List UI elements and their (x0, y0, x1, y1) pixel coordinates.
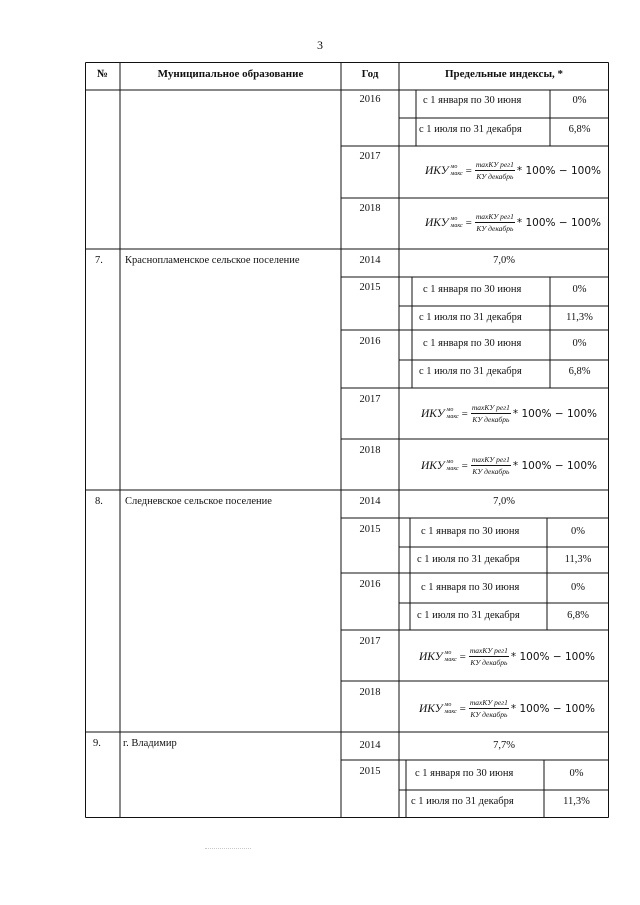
formula-sub-top: мо (450, 215, 458, 222)
formula (425, 160, 601, 181)
row-number: 7. (95, 255, 103, 266)
year-cell: 2016 (359, 336, 381, 347)
index-value: 0% (571, 526, 585, 537)
scan-mark (205, 838, 251, 849)
row-number: 8. (95, 496, 103, 507)
year-cell: 2014 (359, 496, 381, 507)
year-cell: 2017 (359, 636, 381, 647)
period-label: с 1 января по 30 июня (423, 95, 522, 106)
formula-sub-top: мо (444, 649, 452, 656)
formula-tail: * 100% − 100% (516, 216, 601, 229)
header-municipality: Муниципальное образование (157, 68, 304, 80)
index-value: 7,7% (493, 740, 515, 751)
formula-tail: * 100% − 100% (510, 650, 595, 663)
formula-sub-bottom: макс (444, 656, 457, 663)
year-cell: 2016 (359, 94, 381, 105)
formula-numerator: maxКУ рег1 (469, 698, 508, 707)
formula-lhs: ИКУ (419, 650, 443, 663)
period-label: с 1 июля по 31 декабря (419, 124, 522, 135)
formula-sub-bottom: макс (446, 413, 459, 420)
formula-numerator: maxКУ рег1 (471, 403, 510, 412)
index-value: 0% (572, 95, 587, 106)
formula-numerator: maxКУ рег1 (475, 212, 514, 221)
formula-sub-top: мо (446, 458, 454, 465)
formula-lhs: ИКУ (421, 407, 445, 420)
formula-sub-top: мо (450, 163, 458, 170)
formula-eq: = (465, 216, 472, 229)
formula-denominator: КУ декабрь (470, 710, 508, 719)
formula-tail: * 100% − 100% (510, 702, 595, 715)
page-number: 3 (317, 38, 323, 52)
period-label: с 1 июля по 31 декабря (419, 366, 522, 377)
formula-tail: * 100% − 100% (512, 407, 597, 420)
index-value: 0% (572, 284, 587, 295)
formula-eq: = (459, 702, 466, 715)
year-cell: 2018 (359, 203, 381, 214)
formula-lhs: ИКУ (425, 216, 449, 229)
index-value: 7,0% (493, 496, 515, 507)
formula-eq: = (461, 407, 468, 420)
year-cell: 2014 (359, 740, 381, 751)
year-cell: 2016 (359, 579, 381, 590)
row-number: 9. (93, 738, 101, 749)
period-label: с 1 января по 30 июня (423, 338, 522, 349)
formula-sub-bottom: макс (450, 222, 463, 229)
period-label: с 1 июля по 31 декабря (419, 312, 522, 323)
formula (419, 646, 595, 667)
header-num: № (96, 68, 109, 80)
year-cell: 2015 (359, 524, 381, 535)
index-value: 7,0% (493, 255, 515, 266)
formula-tail: * 100% − 100% (512, 459, 597, 472)
period-label: с 1 июля по 31 декабря (417, 610, 520, 621)
index-value: 0% (571, 582, 585, 593)
year-cell: 2017 (359, 394, 381, 405)
formula-tail: * 100% − 100% (516, 164, 601, 177)
index-value: 11,3% (563, 796, 590, 807)
formula-denominator: КУ декабрь (472, 415, 510, 424)
formula-eq: = (465, 164, 472, 177)
formula-sub-top: мо (446, 406, 454, 413)
formula-denominator: КУ декабрь (472, 467, 510, 476)
index-value: 11,3% (564, 554, 592, 565)
municipality-name: Краснопламенское сельское поселение (125, 255, 300, 266)
period-label: с 1 января по 30 июня (423, 284, 522, 295)
year-cell: 2017 (359, 151, 381, 162)
formula-lhs: ИКУ (421, 459, 445, 472)
formula-sub-bottom: макс (446, 465, 459, 472)
header-year: Год (361, 68, 379, 80)
year-cell: 2018 (359, 445, 381, 456)
formula-sub-bottom: макс (450, 170, 463, 177)
period-label: с 1 января по 30 июня (415, 768, 514, 779)
formula-lhs: ИКУ (425, 164, 449, 177)
header-indices: Предельные индексы, * (444, 68, 564, 80)
formula-numerator: maxКУ рег1 (471, 455, 510, 464)
year-cell: 2014 (359, 255, 381, 266)
index-value: 0% (569, 768, 584, 779)
formula (419, 698, 595, 719)
formula-sub-top: мо (444, 701, 452, 708)
period-label: с 1 июля по 31 декабря (411, 796, 514, 807)
municipality-name: Следневское сельское поселение (125, 496, 272, 507)
index-value: 6,8% (568, 366, 591, 377)
formula-eq: = (459, 650, 466, 663)
formula-numerator: maxКУ рег1 (469, 646, 508, 655)
index-value: 11,3% (566, 312, 593, 323)
municipality-name: г. Владимир (123, 738, 177, 749)
formula (421, 455, 597, 476)
index-value: 6,8% (567, 610, 589, 621)
year-cell: 2018 (359, 687, 381, 698)
formula-sub-bottom: макс (444, 708, 457, 715)
formula-lhs: ИКУ (419, 702, 443, 715)
year-cell: 2015 (359, 282, 381, 293)
formula-eq: = (461, 459, 468, 472)
formula-denominator: КУ декабрь (476, 224, 514, 233)
formula-numerator: maxКУ рег1 (475, 160, 514, 169)
period-label: с 1 января по 30 июня (421, 526, 520, 537)
index-value: 6,8% (568, 124, 591, 135)
formula (425, 212, 601, 233)
formula-denominator: КУ декабрь (476, 172, 514, 181)
formula (421, 403, 597, 424)
year-cell: 2015 (359, 766, 381, 777)
period-label: с 1 июля по 31 декабря (417, 554, 520, 565)
index-value: 0% (572, 338, 587, 349)
tariff-index-table (85, 62, 609, 818)
formula-denominator: КУ декабрь (470, 658, 508, 667)
period-label: с 1 января по 30 июня (421, 582, 520, 593)
